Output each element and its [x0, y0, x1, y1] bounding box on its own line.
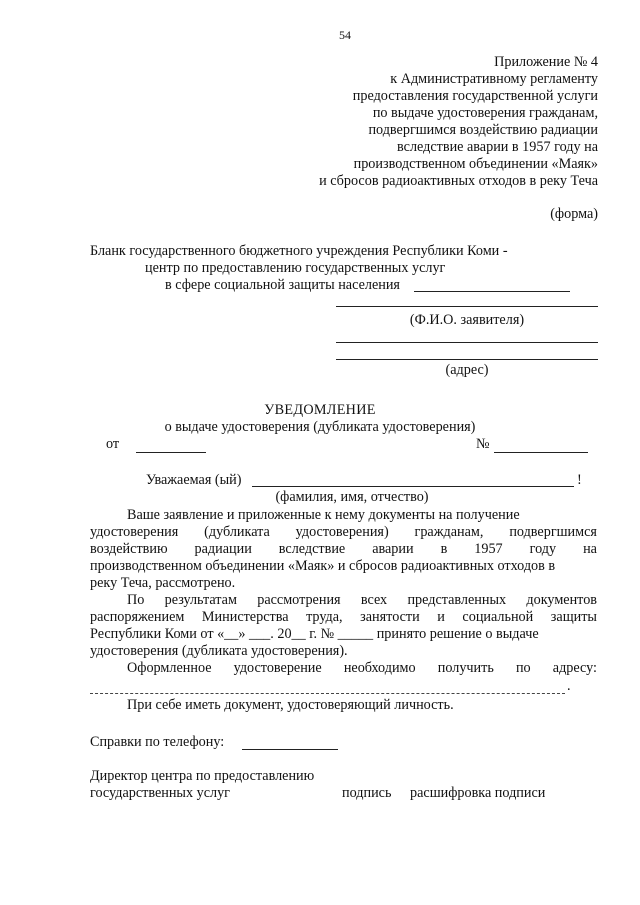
para1-line-1: Ваше заявление и приложенные к нему документы на получение — [127, 507, 520, 523]
form-label: (форма) — [550, 206, 598, 222]
para2-line-1: По результатам рассмотрения всех представленных документов — [127, 592, 597, 608]
institution-underline — [414, 291, 570, 292]
institution-line-2: центр по предоставлению государственных услуг — [145, 260, 446, 276]
applicant-name-caption: (Ф.И.О. заявителя) — [409, 312, 525, 328]
para1-line-4: производственном объединении «Маяк» и сбросов радиоактивных отходов в — [90, 558, 556, 574]
institution-line-1: Бланк государственного бюджетного учреждения Республики Коми - — [90, 243, 508, 259]
para1-line-2: удостоверения (дубликата удостоверения) гражданам, подвергшимся — [90, 524, 597, 540]
signature-caption: подпись — [342, 785, 392, 801]
phone-label: Справки по телефону: — [90, 734, 225, 750]
pickup-address-period: . — [567, 678, 571, 694]
applicant-name-line — [336, 306, 598, 307]
address-caption: (адрес) — [445, 362, 489, 378]
greeting-label: Уважаемая (ый) — [146, 472, 242, 488]
greeting-caption: (фамилия, имя, отчество) — [275, 489, 429, 505]
phone-field-line — [242, 749, 338, 750]
appendix-line-6: вследствие аварии в 1957 году на — [397, 139, 598, 155]
appendix-line-5: подвергшимся воздействию радиации — [368, 122, 598, 138]
institution-line-3: в сфере социальной защиты населения — [165, 277, 400, 293]
signature-decoding-caption: расшифровка подписи — [410, 785, 546, 801]
date-field-line — [136, 452, 206, 453]
address-line-1 — [336, 342, 598, 343]
address-line-2 — [336, 359, 598, 360]
para1-line-3: воздействию радиации вследствие аварии в 1957 году на — [90, 541, 597, 557]
appendix-line-8: и сбросов радиоактивных отходов в реку Теча — [319, 173, 598, 189]
para1-line-5: реку Теча, рассмотрено. — [90, 575, 236, 591]
pickup-address-line — [90, 693, 565, 694]
appendix-line-7: производственном объединении «Маяк» — [353, 156, 598, 172]
document-subtitle: о выдаче удостоверения (дубликата удостоверения) — [164, 419, 476, 435]
appendix-line-2: к Административному регламенту — [390, 71, 598, 87]
number-label: № — [476, 436, 490, 452]
director-line-1: Директор центра по предоставлению — [90, 768, 315, 784]
date-label: от — [106, 436, 120, 452]
greeting-name-line — [252, 486, 574, 487]
id-document-note: При себе иметь документ, удостоверяющий личность. — [127, 697, 454, 713]
document-title: УВЕДОМЛЕНИЕ — [264, 402, 376, 418]
para2-line-3: Республики Коми от «__» ___. 20__ г. № _____ принято решение о выдаче — [90, 626, 539, 642]
number-field-line — [494, 452, 588, 453]
page-number: 54 — [339, 28, 351, 42]
appendix-line-3: предоставления государственной услуги — [352, 88, 598, 104]
appendix-line-1: Приложение № 4 — [494, 54, 598, 70]
para2-line-2: распоряжением Министерства труда, занятости и социальной защиты — [90, 609, 597, 625]
para3-line-1: Оформленное удостоверение необходимо получить по адресу: — [127, 660, 597, 676]
greeting-exclamation: ! — [577, 472, 582, 488]
appendix-line-4: по выдаче удостоверения гражданам, — [372, 105, 598, 121]
para2-line-4: удостоверения (дубликата удостоверения). — [90, 643, 348, 659]
director-line-2: государственных услуг — [90, 785, 230, 801]
